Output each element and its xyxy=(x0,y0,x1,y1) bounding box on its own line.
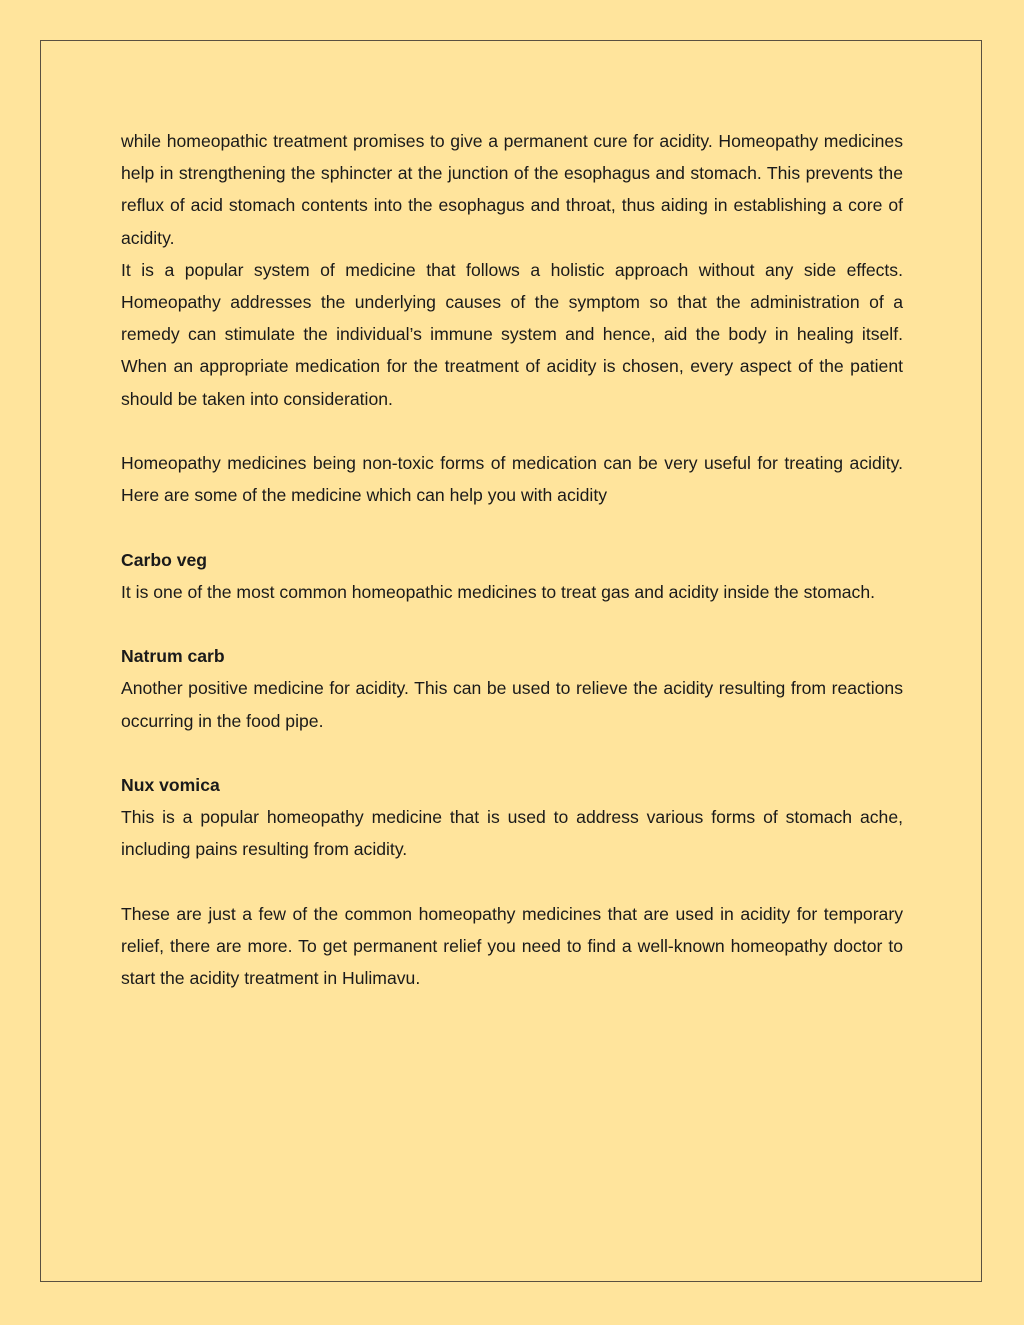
medicine-heading-natrum-carb: Natrum carb xyxy=(121,646,225,667)
paragraph-gap xyxy=(121,608,903,640)
closing-paragraph: These are just a few of the common homeopathy medicines that are used in acidity for temporary relief, there are more. To get permanent relief you need to find a well-known homeopathy doctor to start the acidity treatment in Hulimavu. xyxy=(121,903,903,989)
paragraph-gap xyxy=(121,737,903,769)
medicine-heading-nux-vomica: Nux vomica xyxy=(121,775,220,795)
medicine-description-carbo-veg: It is one of the most common homeopathic medicines to treat gas and acidity inside the stomach. xyxy=(121,581,875,602)
holistic-paragraph: It is a popular system of medicine that follows a holistic approach without any side effects. Homeopathy addresses the underlying causes of the symptom so that the administration of a remedy can stimulate the individual’s immune system and hence, aid the body in healing itself. When an appropriate medication for the treatment of acidity is chosen, every aspect of the patient should be taken into consideration. xyxy=(121,259,903,409)
medicines-intro-paragraph: Homeopathy medicines being non-toxic forms of medication can be very useful for treating acidity. Here are some of the medicine which can help you with acidity xyxy=(121,453,903,506)
paragraph-gap xyxy=(121,415,903,447)
medicine-description-natrum-carb: Another positive medicine for acidity. This can be used to relieve the acidity resulting from reactions occurring in the food pipe. xyxy=(121,678,903,731)
medicine-description-nux-vomica: This is a popular homeopathy medicine that is used to address various forms of stomach ache, including pains resulting from acidity. xyxy=(121,807,903,860)
paragraph-gap xyxy=(121,866,903,898)
intro-paragraph: while homeopathic treatment promises to give a permanent cure for acidity. Homeopathy medicines help in strengthening the sphincter at the junction of the esophagus and stomach. This prevents the reflux of acid stomach contents into the esophagus and throat, thus aiding in establishing a core of acidity. xyxy=(121,131,903,248)
medicine-heading-carbo-veg: Carbo veg xyxy=(121,549,208,570)
document-body xyxy=(121,125,903,994)
paragraph-gap xyxy=(121,511,903,543)
